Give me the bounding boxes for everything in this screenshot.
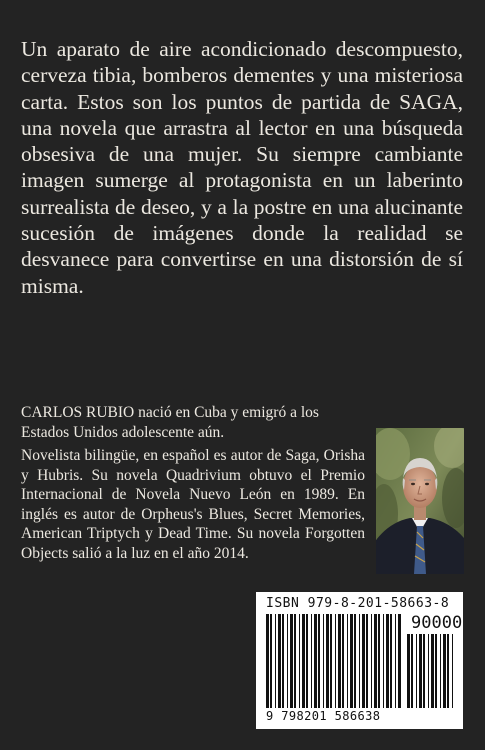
isbn-barcode (256, 592, 463, 729)
book-blurb: Un aparato de aire acondicionado descompuesto, cerveza tibia, bomberos dementes y una misteriosa carta. Estos son los puntos de partida de SAGA, una novela que arrastra al lector en una búsqueda obsesiva de una mujer. Su siempre cambiante imagen sumerge al protagonista en un laberinto surrealista de deseo, y a la postre en una alucinante sucesión de imágenes donde la realidad se desvanece para convertirse en una distorsión de sí misma. (21, 37, 463, 298)
author-portrait-image (376, 428, 464, 574)
author-photo (376, 428, 464, 574)
barcode-price-code: 90000 (411, 613, 463, 633)
author-bio-works: Novelista bilingüe, en español es autor de Saga, Orisha y Hubris. Su novela Quadrivium obtuvo el Premio Internacional de Novela Nuevo León en 1989. En inglés es autor de Orpheus's Blues, Secret Memories, American Triptych y Dead Time. Su novela Forgotten Objects salió a la luz en el año 2014. (21, 447, 365, 562)
author-bio-intro: CARLOS RUBIO nació en Cuba y emigró a los Estados Unidos adolescente aún. (21, 404, 319, 441)
barcode-digits: 9 798201 586638 (266, 709, 381, 723)
isbn-label: ISBN 979-8-201-58663-8 (266, 596, 450, 611)
